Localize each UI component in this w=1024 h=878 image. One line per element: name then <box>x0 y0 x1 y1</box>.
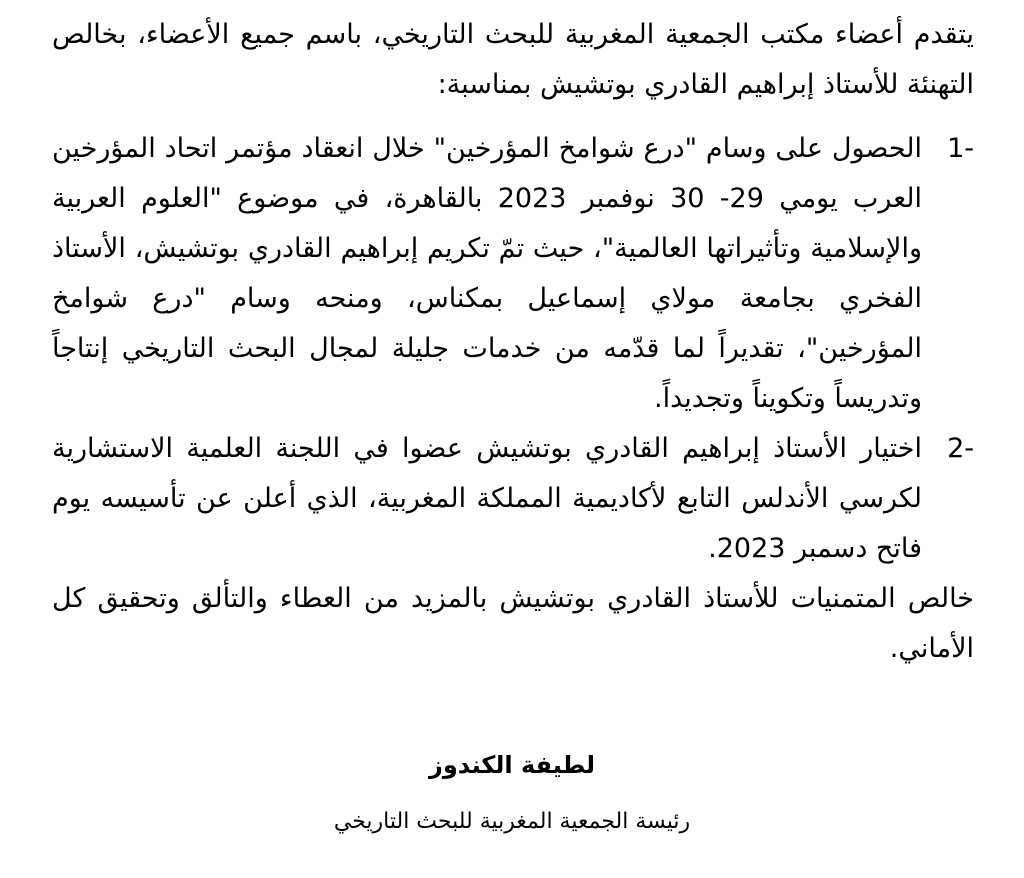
list-item <box>52 424 974 574</box>
congratulation-list <box>52 124 974 574</box>
list-item-text: اختيار الأستاذ إبراهيم القادري بوتشيش عضوا في اللجنة العلمية الاستشارية لكرسي الأندلس التابع لأكاديمية المملكة المغربية، الذي أعلن عن تأسيسه يوم فاتح دسمبر 2023. <box>52 433 922 564</box>
list-item-text: الحصول على وسام "درع شوامخ المؤرخين" خلال انعقاد مؤتمر اتحاد المؤرخين العرب يومي 29- 30 نوفمبر 2023 بالقاهرة، في موضوع "العلوم العربية والإسلامية وتأثيراتها العالمية"، حيث تمّ تكريم إبراهيم القادري بوتشيش، الأستاذ الفخري بجامعة مولاي إسماعيل بمكناس، ومنحه وسام "درع شوامخ المؤرخين"، تقديراً لما قدّمه من خدمات جليلة لمجال البحث التاريخي إنتاجاً وتدريساً وتكويناً وتجديداً. <box>52 133 922 414</box>
closing-paragraph: خالص المتمنيات للأستاذ القادري بوتشيش بالمزيد من العطاء والتألق وتحقيق كل الأماني. <box>52 583 974 664</box>
intro-paragraph: يتقدم أعضاء مكتب الجمعية المغربية للبحث التاريخي، باسم جميع الأعضاء، بخالص التهنئة للأستاذ إبراهيم القادري بوتشيش بمناسبة: <box>52 19 974 100</box>
signature-block <box>0 740 1024 842</box>
letter-body <box>52 10 974 674</box>
list-item <box>52 124 974 424</box>
signatory-title: رئيسة الجمعية المغربية للبحث التاريخي <box>333 809 691 834</box>
list-item-number: -1 <box>947 133 974 164</box>
list-item-number: -2 <box>947 433 974 464</box>
signatory-name: لطيفة الكندوز <box>429 751 595 779</box>
